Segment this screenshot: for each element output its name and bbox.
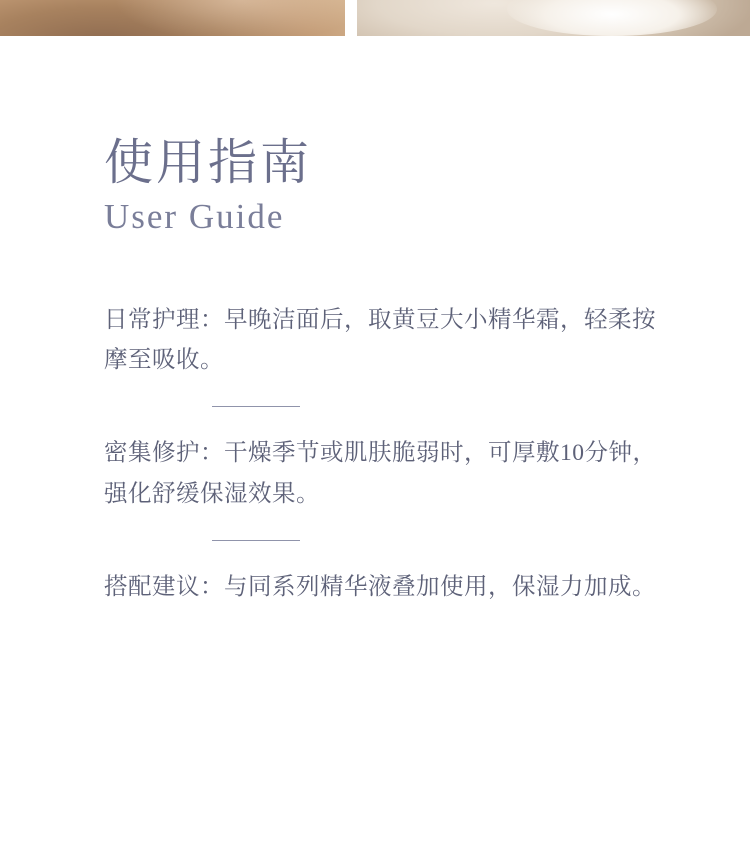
guide-section-pairing-advice [104,567,660,607]
page-title-cn: 使用指南 [104,135,313,190]
guide-sections [104,300,660,608]
guide-section-daily-care [104,300,660,381]
skin-closeup-photo [0,0,345,36]
header-photo-strip [0,0,750,36]
photo-gap [345,0,357,36]
cream-jar-photo [357,0,750,36]
section-divider [212,406,300,407]
guide-section-pairing-advice-text: 与同系列精华液叠加使用，保湿力加成。 [224,574,656,601]
page-title-en: User Guide [104,197,285,237]
section-divider [212,540,300,541]
guide-section-daily-care-text: 早晚洁面后，取黄豆大小精华霜，轻柔按摩至吸收。 [104,306,656,373]
guide-content [104,135,660,631]
guide-section-daily-care-label: 日常护理： [104,306,224,333]
guide-section-intensive-repair-label: 密集修护： [104,440,224,467]
guide-section-intensive-repair [104,433,660,514]
guide-section-pairing-advice-label: 搭配建议： [104,574,224,601]
guide-section-intensive-repair-text: 干燥季节或肌肤脆弱时，可厚敷10分钟，强化舒缓保湿效果。 [104,440,657,507]
